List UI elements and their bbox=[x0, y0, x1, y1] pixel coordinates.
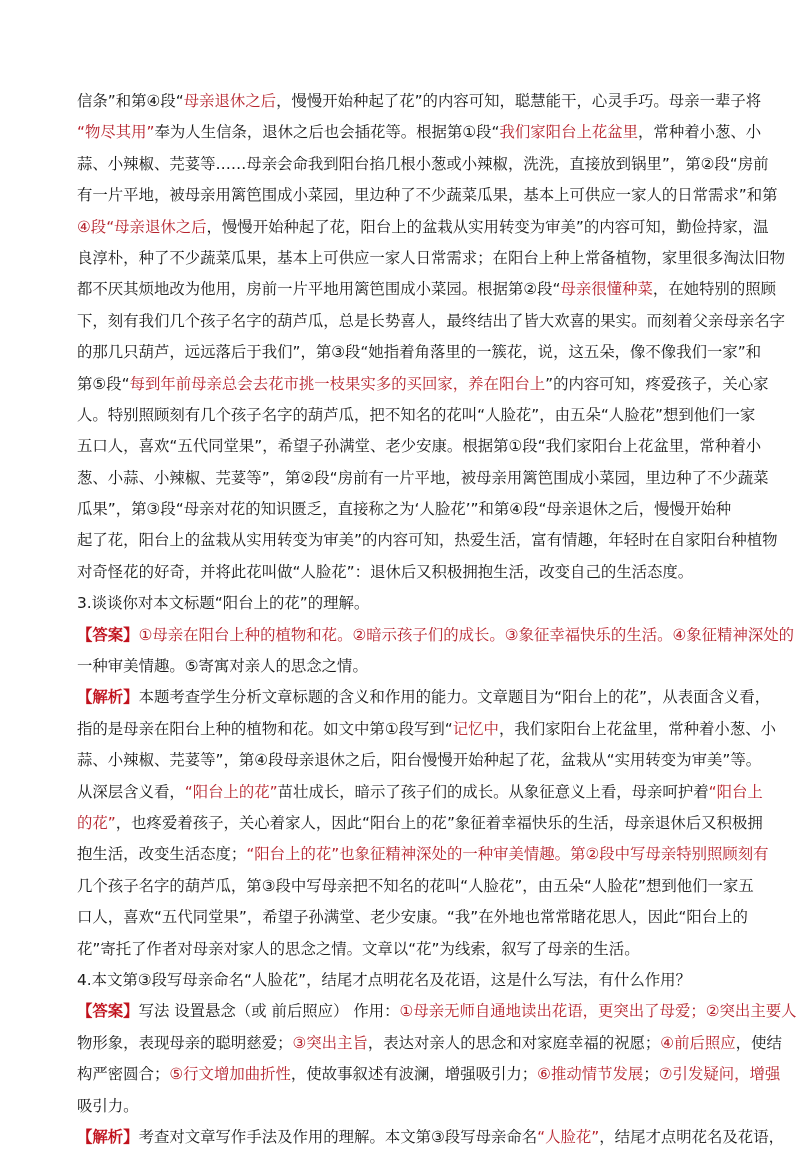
highlighted-text: 母亲很懂种菜 bbox=[560, 280, 653, 299]
text-segment: 的那几只葫芦，远远落后于我们”，第③段“她指着角落里的一簇花，说，这五朵，像不像我们一家”和 bbox=[77, 343, 762, 362]
text-line bbox=[77, 902, 748, 933]
text-line bbox=[77, 463, 769, 494]
text-segment: 构严密圆合； bbox=[77, 1065, 170, 1084]
text-segment: 吸引力。 bbox=[77, 1096, 139, 1115]
text-line bbox=[77, 180, 778, 211]
text-line bbox=[77, 839, 769, 870]
text-segment: 抱生活，改变生活态度； bbox=[77, 845, 247, 864]
text-segment: 有一片平地，被母亲用篱笆围成小菜园，里边种了不少蔬菜瓜果，基本上可供应一家人的日常需求”和第 bbox=[77, 186, 778, 205]
text-segment: ，常种着小葱、小 bbox=[638, 123, 762, 142]
text-segment: 信条”和第④段“ bbox=[77, 92, 184, 110]
text-segment: ，结尾才点明花名及花语， bbox=[599, 1127, 784, 1146]
highlighted-text: ①母亲无师自通地读出花语，更突出了母爱；②突出主要人 bbox=[399, 1002, 797, 1021]
text-line bbox=[77, 525, 778, 556]
text-line bbox=[77, 400, 756, 431]
text-segment: 从深层含义看， bbox=[77, 782, 185, 801]
text-segment: 口人，喜欢“五代同堂果”，希望子孙满堂、老少安康。“我”在外地也常常睹花思人，因此“阳台上的 bbox=[77, 908, 748, 927]
text-segment: 都不厌其烦地改为他用，房前一片平地用篱笆围成小菜园。根据第②段“ bbox=[77, 280, 561, 299]
highlighted-text: “物尽其用” bbox=[77, 123, 155, 142]
highlighted-text: “阳台上的花” bbox=[184, 782, 278, 801]
highlighted-text: “阳台上的花”也象征精神深处的一种审美情趣。第②段中写母亲特别照顾刻有 bbox=[246, 845, 769, 864]
text-line bbox=[77, 1122, 784, 1153]
text-line bbox=[77, 714, 776, 745]
text-segment: 奉为人生信条，退休之后也会插花等。根据第①段“ bbox=[154, 123, 500, 142]
text-line bbox=[77, 588, 719, 619]
text-segment: 指的是母亲在阳台上种的植物和花。如文中第①段写到“ bbox=[77, 719, 453, 738]
text-line bbox=[77, 494, 732, 525]
highlighted-text: ③突出主旨 bbox=[292, 1033, 368, 1052]
text-segment: ，使结 bbox=[735, 1033, 782, 1052]
text-segment: 蒜、小辣椒、芫荽等”，第④段母亲退休之后，阳台慢慢开始种起了花，盆栽从“实用转变为审美”等。 bbox=[77, 751, 762, 770]
text-segment: 几个孩子名字的葫芦瓜，第③段中写母亲把不知名的花叫“人脸花”，由五朵“人脸花”想到他们一家五 bbox=[77, 876, 754, 895]
text-segment: 葱、小蒜、小辣椒、芫荽等”，第②段“房前有一片平地，被母亲用篱笆围成小菜园，里边种了不少蔬菜 bbox=[77, 468, 769, 487]
text-line bbox=[77, 996, 797, 1027]
text-segment: ，也疼爱着孩子，关心着家人，因此“阳台上的花”象征着幸福快乐的生活，母亲退休后又积极拥 bbox=[115, 813, 763, 832]
text-segment: 瓜果”，第③段“母亲对花的知识匮乏，直接称之为‘人脸花’”和第④段“母亲退休之后，慢慢开始种 bbox=[77, 500, 732, 519]
highlighted-text: ①母亲在阳台上种的植物和花。②暗示孩子们的成长。③象征幸福快乐的生活。④象征精神深处的 bbox=[138, 625, 795, 644]
text-line bbox=[77, 1028, 782, 1059]
highlighted-text: ⑦引发疑问，增强 bbox=[658, 1065, 781, 1084]
text-segment: ”的内容可知，疼爱孩子，关心家 bbox=[545, 374, 769, 393]
answer-label: 【答案】 bbox=[77, 625, 139, 644]
document-body bbox=[77, 86, 797, 1153]
text-line bbox=[77, 1091, 719, 1122]
answer-label: 【答案】 bbox=[77, 1002, 139, 1021]
highlighted-text: ⑥推动情节发展 bbox=[537, 1065, 644, 1084]
text-line bbox=[77, 243, 785, 274]
text-line bbox=[77, 620, 795, 651]
highlighted-text: ⑤行文增加曲折性 bbox=[169, 1065, 291, 1084]
highlighted-text: 记忆中 bbox=[452, 719, 499, 738]
highlighted-text: ④前后照应 bbox=[660, 1033, 736, 1052]
text-segment: 写法 设置悬念（或 前后照应） 作用： bbox=[138, 1002, 400, 1021]
text-segment: 良淳朴，种了不少蔬菜瓜果，基本上可供应一家人日常需求；在阳台上种上常备植物，家里很多淘汰旧物 bbox=[77, 248, 785, 267]
answer-label: 【解析】 bbox=[77, 688, 139, 707]
text-line bbox=[77, 212, 769, 243]
highlighted-text: 母亲退休之后 bbox=[183, 92, 277, 110]
highlighted-text: 我们家阳台上花盆里 bbox=[499, 123, 639, 142]
text-line bbox=[77, 431, 762, 462]
text-line bbox=[77, 117, 762, 148]
text-line bbox=[77, 557, 719, 588]
text-segment: 考查对文章写作手法及作用的理解。本文第③段写母亲命名 bbox=[138, 1127, 538, 1146]
text-segment: ，我们家阳台上花盆里，常种着小葱、小 bbox=[498, 719, 776, 738]
text-line bbox=[77, 86, 762, 117]
text-line bbox=[77, 871, 754, 902]
text-segment: 苗壮成长，暗示了孩子们的成长。从象征意义上看，母亲呵护着 bbox=[277, 782, 709, 801]
highlighted-text: “阳台上 bbox=[708, 782, 763, 801]
highlighted-text: 的花” bbox=[77, 813, 116, 832]
text-segment: 3.谈谈你对本文标题“阳台上的花”的理解。 bbox=[77, 594, 370, 613]
text-segment: 本题考查学生分析文章标题的含义和作用的能力。文章题目为“阳台上的花”，从表面含义看， bbox=[138, 688, 771, 707]
text-segment: 第⑤段“ bbox=[77, 374, 130, 393]
highlighted-text: “人脸花” bbox=[537, 1127, 600, 1146]
text-segment: 起了花，阳台上的盆栽从实用转变为审美”的内容可知，热爱生活，富有情趣，年轻时在自家阳台种植物 bbox=[77, 531, 778, 550]
text-segment: 人。特别照顾刻有几个孩子名字的葫芦瓜，把不知名的花叫“人脸花”，由五朵“人脸花”想到他们一家 bbox=[77, 405, 756, 424]
text-segment: ，使故事叙述有波澜，增强吸引力； bbox=[290, 1065, 538, 1084]
text-line bbox=[77, 337, 762, 368]
text-segment: 蒜、小辣椒、芫荽等……母亲会命我到阳台掐几根小葱或小辣椒，洗洗，直接放到锅里”，第②段“房前 bbox=[77, 154, 769, 173]
text-line bbox=[77, 965, 719, 996]
answer-label: 【解析】 bbox=[77, 1127, 139, 1146]
text-line bbox=[77, 149, 769, 180]
text-line bbox=[77, 274, 776, 305]
text-segment: ，慢慢开始种起了花，阳台上的盆栽从实用转变为审美”的内容可知，勤俭持家，温 bbox=[206, 217, 769, 236]
highlighted-text: 每到年前母亲总会去花市挑一枝果实多的买回家，养在阳台上 bbox=[129, 374, 546, 393]
text-segment: 花”寄托了作者对母亲对家人的思念之情。文章以“花”为线索，叙写了母亲的生活。 bbox=[77, 939, 640, 958]
text-segment: 4.本文第③段写母亲命名“人脸花”，结尾才点明花名及花语，这是什么写法，有什么作用？ bbox=[77, 970, 691, 989]
text-segment: ，表达对亲人的思念和对家庭幸福的祝愿； bbox=[367, 1033, 661, 1052]
text-segment: 物形象，表现母亲的聪明慈爱； bbox=[77, 1033, 293, 1052]
text-line bbox=[77, 808, 763, 839]
text-line bbox=[77, 934, 719, 965]
text-segment: 一种审美情趣。⑤寄寓对亲人的思念之情。 bbox=[77, 657, 368, 676]
text-line bbox=[77, 369, 769, 400]
highlighted-text: ④段“母亲退休之后 bbox=[77, 217, 207, 236]
text-segment: 下，刻有我们几个孩子名字的葫芦瓜，总是长势喜人，最终结出了皆大欢喜的果实。而刻着父亲母亲名字 bbox=[77, 311, 785, 330]
text-line bbox=[77, 777, 763, 808]
text-segment: ，在她特别的照顾 bbox=[652, 280, 776, 299]
text-segment: ； bbox=[643, 1065, 659, 1084]
text-segment: 对奇怪花的好奇，并将此花叫做“人脸花”：退休后又积极拥抱生活，改变自己的生活态度。 bbox=[77, 562, 694, 581]
text-line bbox=[77, 682, 771, 713]
text-line bbox=[77, 1059, 781, 1090]
text-segment: 五口人，喜欢“五代同堂果”，希望子孙满堂、老少安康。根据第①段“我们家阳台上花盆里，常种着小 bbox=[77, 437, 762, 456]
text-segment: ，慢慢开始种起了花”的内容可知，聪慧能干，心灵手巧。母亲一辈子将 bbox=[276, 92, 762, 110]
text-line bbox=[77, 651, 719, 682]
text-line bbox=[77, 745, 762, 776]
text-line bbox=[77, 306, 785, 337]
